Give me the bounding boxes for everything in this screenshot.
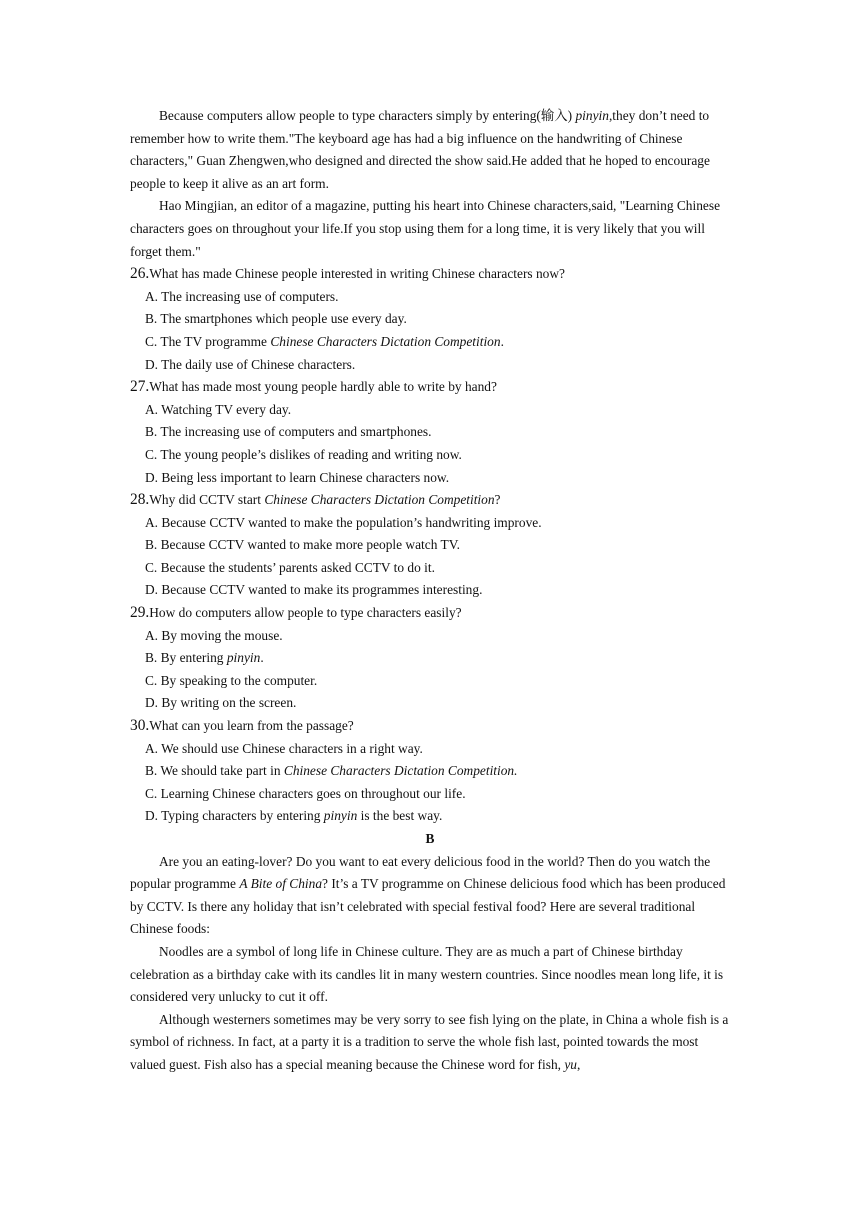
italic-term: pinyin xyxy=(226,650,261,666)
question-number: 30. xyxy=(130,717,150,735)
question-28-option-a: A. Because CCTV wanted to make the population’s handwriting improve. xyxy=(145,514,542,530)
question-28-option-d: D. Because CCTV wanted to make its programmes interesting. xyxy=(145,582,483,598)
question-text: Why did CCTV start xyxy=(149,492,265,508)
passage-b-paragraph-2: Noodles are a symbol of long life in Chinese culture. They are as much a part of Chinese birthday celebration as a birthday cake with its candles lit in many western countries. Since noodles mean long life, it is considered very unlucky to cut it off. xyxy=(130,943,724,1005)
text-run: . xyxy=(500,333,504,349)
question-26-option-c xyxy=(130,331,730,354)
italic-term: Chinese Characters Dictation Competition. xyxy=(283,763,518,779)
question-28-stem xyxy=(130,489,730,512)
question-30-option-a: A. We should use Chinese characters in a right way. xyxy=(145,740,423,756)
text-run: Because computers allow people to type characters simply by entering(输入) xyxy=(159,108,576,123)
italic-term: Chinese Characters Dictation Competition xyxy=(270,333,501,349)
document-body xyxy=(130,105,730,1077)
italic-term: pinyin xyxy=(323,808,358,824)
text-run: Although westerners sometimes may be very sorry to see fish lying on the plate, in China a whole fish is a symbol of richness. In fact, at a party it is a tradition to serve the whole fish last, pointed towards the most valued guest. Fish also has a special meaning because the Chinese word for fish, xyxy=(130,1011,729,1072)
text-run: ? xyxy=(494,492,501,508)
text-run: B. By entering xyxy=(145,650,227,666)
question-number: 27. xyxy=(130,378,150,396)
question-29-stem xyxy=(130,602,730,625)
question-text: How do computers allow people to type characters easily? xyxy=(149,605,462,621)
question-30-option-c: C. Learning Chinese characters goes on throughout our life. xyxy=(145,785,466,801)
text-run: is the best way. xyxy=(357,808,443,824)
italic-term: yu xyxy=(564,1056,577,1072)
text-run: . xyxy=(260,650,264,666)
question-27-option-c: C. The young people’s dislikes of reading and writing now. xyxy=(145,446,462,462)
text-run: Are you an eating-lover? Do you want to eat every delicious food in the world? Then do you watch the popular programme xyxy=(130,853,711,892)
question-number: 29. xyxy=(130,604,150,622)
question-text: What has made Chinese people interested in writing Chinese characters now? xyxy=(149,266,565,282)
text-run: ? It’s a TV programme on Chinese delicious food which has been produced by CCTV. Is there any holiday that isn’t celebrated with special festival food? Here are several traditional Chinese foods: xyxy=(130,876,726,937)
text-run: ,they don’t need to remember how to write them."The keyboard age has had a big influence on the handwriting of Chinese characters," Guan Zhengwen,who designed and directed the show said.He added that he hoped to encourage people to keep it alive as an art form. xyxy=(130,108,710,191)
italic-term: A Bite of China xyxy=(239,876,323,892)
question-27-option-d: D. Being less important to learn Chinese characters now. xyxy=(145,469,450,485)
question-26-stem xyxy=(130,263,730,286)
question-30-stem xyxy=(130,715,730,738)
question-28-option-c: C. Because the students’ parents asked CCTV to do it. xyxy=(145,559,435,575)
passage-a-paragraph-2: Hao Mingjian, an editor of a magazine, putting his heart into Chinese characters,said, "Learning Chinese characters goes on throughout your life.If you stop using them for a long time, it is very likely that you will forget them." xyxy=(130,198,721,259)
question-26-option-a: A. The increasing use of computers. xyxy=(145,288,339,304)
question-26-option-d: D. The daily use of Chinese characters. xyxy=(145,356,356,372)
question-29-option-b xyxy=(130,647,730,670)
question-30-option-d xyxy=(130,805,730,828)
text-run: C. The TV programme xyxy=(145,333,271,349)
italic-term: Chinese Characters Dictation Competition xyxy=(264,492,495,508)
text-run: D. Typing characters by entering xyxy=(145,808,324,824)
question-29-option-c: C. By speaking to the computer. xyxy=(145,672,318,688)
question-29-option-d: D. By writing on the screen. xyxy=(145,695,297,711)
question-text: What has made most young people hardly able to write by hand? xyxy=(149,379,497,395)
question-27-stem xyxy=(130,376,730,399)
passage-a-paragraph-1 xyxy=(130,105,730,195)
question-27-option-a: A. Watching TV every day. xyxy=(145,401,292,417)
passage-b-paragraph-1 xyxy=(130,851,730,941)
question-26-option-b: B. The smartphones which people use every day. xyxy=(145,311,407,327)
question-30-option-b xyxy=(130,760,730,783)
text-run: B. We should take part in xyxy=(145,763,284,779)
question-text: What can you learn from the passage? xyxy=(149,718,354,734)
passage-b-heading: B xyxy=(425,831,435,846)
passage-b-paragraph-3 xyxy=(130,1009,730,1077)
italic-term: pinyin xyxy=(575,108,609,123)
text-run: , xyxy=(576,1056,581,1072)
question-27-option-b: B. The increasing use of computers and smartphones. xyxy=(145,424,432,440)
question-number: 26. xyxy=(130,265,150,283)
question-29-option-a: A. By moving the mouse. xyxy=(145,627,283,643)
question-28-option-b: B. Because CCTV wanted to make more people watch TV. xyxy=(145,537,460,553)
question-number: 28. xyxy=(130,491,150,509)
